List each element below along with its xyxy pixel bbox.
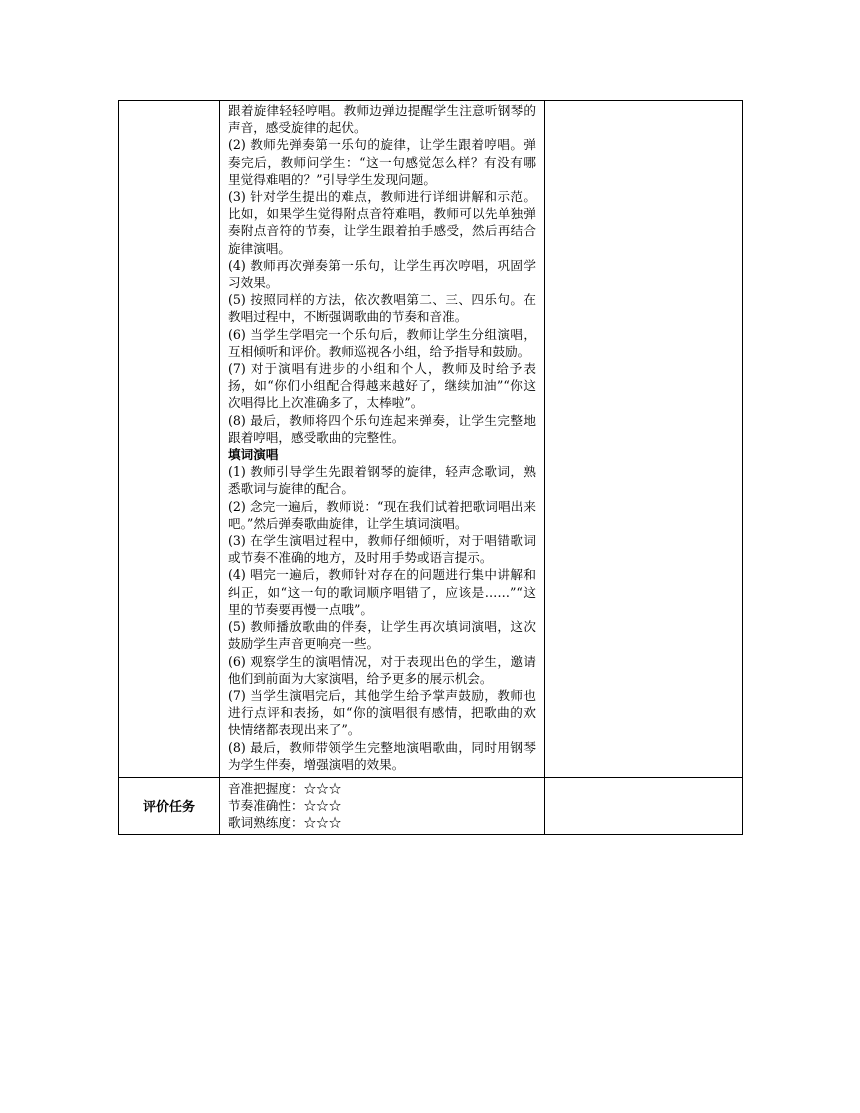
- process-paragraph: (5) 按照同样的方法，依次教唱第二、三、四乐句。在教唱过程中，不断强调歌曲的节奏和音准。: [228, 292, 536, 325]
- process-paragraph: (2) 教师先弹奏第一乐句的旋律，让学生跟着哼唱。弹奏完后，教师问学生：“这一句感觉怎么样？有没有哪里觉得难唱的？”引导学生发现问题。: [228, 137, 536, 187]
- lyrics-paragraph: (7) 当学生演唱完后，其他学生给予掌声鼓励，教师也进行点评和表扬，如“你的演唱很有感情，把歌曲的欢快情绪都表现出来了”。: [228, 687, 536, 738]
- evaluation-item: 音准把握度：☆☆☆: [228, 780, 342, 796]
- evaluation-label: 评价任务: [142, 800, 195, 816]
- lyrics-paragraph: (8) 最后，教师带领学生完整地演唱歌曲，同时用钢琴为学生伴奏，增强演唱的效果。: [228, 739, 536, 772]
- evaluation-item: 歌词熟练度：☆☆☆: [228, 815, 342, 831]
- process-notes-cell: [545, 101, 743, 778]
- lyrics-paragraph: (1) 教师引导学生先跟着钢琴的旋律，轻声念歌词，熟悉歌词与旋律的配合。: [228, 464, 536, 497]
- section-subheading: 填词演唱: [228, 447, 279, 463]
- lyrics-paragraph: (6) 观察学生的演唱情况，对于表现出色的学生，邀请他们到前面为大家演唱，给予更多的展示机会。: [228, 653, 536, 686]
- process-content-cell: [220, 101, 545, 778]
- lyrics-paragraph: (5) 教师播放歌曲的伴奏，让学生再次填词演唱，这次鼓励学生声音更响亮一些。: [228, 619, 536, 652]
- lyrics-paragraph: (4) 唱完一遍后，教师针对存在的问题进行集中讲解和纠正，如“这一句的歌词顺序唱错了，应该是……”“这里的节奏要再慢一点哦”。: [228, 567, 536, 617]
- process-paragraph: (7) 对于演唱有进步的小组和个人，教师及时给予表扬，如“你们小组配合得越来越好了，继续加油”“你这次唱得比上次准确多了，太棒啦”。: [228, 361, 536, 411]
- process-paragraph: (3) 针对学生提出的难点，教师进行详细讲解和示范。比如，如果学生觉得附点音符难唱，教师可以先单独弹奏附点音符的节奏，让学生跟着拍手感受，然后再结合旋律演唱。: [228, 189, 536, 256]
- process-paragraph: (4) 教师再次弹奏第一乐句，让学生再次哼唱，巩固学习效果。: [228, 257, 536, 291]
- process-label-cell: [119, 101, 220, 778]
- teaching-process-row: [119, 101, 743, 778]
- evaluation-item: 节奏准确性：☆☆☆: [228, 798, 342, 814]
- process-paragraph: 跟着旋律轻轻哼唱。教师边弹边提醒学生注意听钢琴的声音，感受旋律的起伏。: [228, 103, 536, 136]
- evaluation-notes-cell: [545, 777, 743, 834]
- lyrics-paragraph: (2) 念完一遍后，教师说：“现在我们试着把歌词唱出来吧。”然后弹奏歌曲旋律，让学生填词演唱。: [228, 498, 536, 531]
- process-paragraph: (6) 当学生学唱完一个乐句后，教师让学生分组演唱，互相倾听和评价。教师巡视各小组，给予指导和鼓励。: [228, 326, 536, 359]
- evaluation-label-cell: [119, 777, 220, 834]
- evaluation-content-cell: [220, 777, 545, 834]
- lesson-plan-table: [118, 100, 743, 835]
- evaluation-row: [119, 777, 743, 834]
- process-paragraph: (8) 最后，教师将四个乐句连起来弹奏，让学生完整地跟着哼唱，感受歌曲的完整性。: [228, 412, 536, 445]
- lyrics-paragraph: (3) 在学生演唱过程中，教师仔细倾听，对于唱错歌词或节奏不准确的地方，及时用手势或语言提示。: [228, 533, 536, 566]
